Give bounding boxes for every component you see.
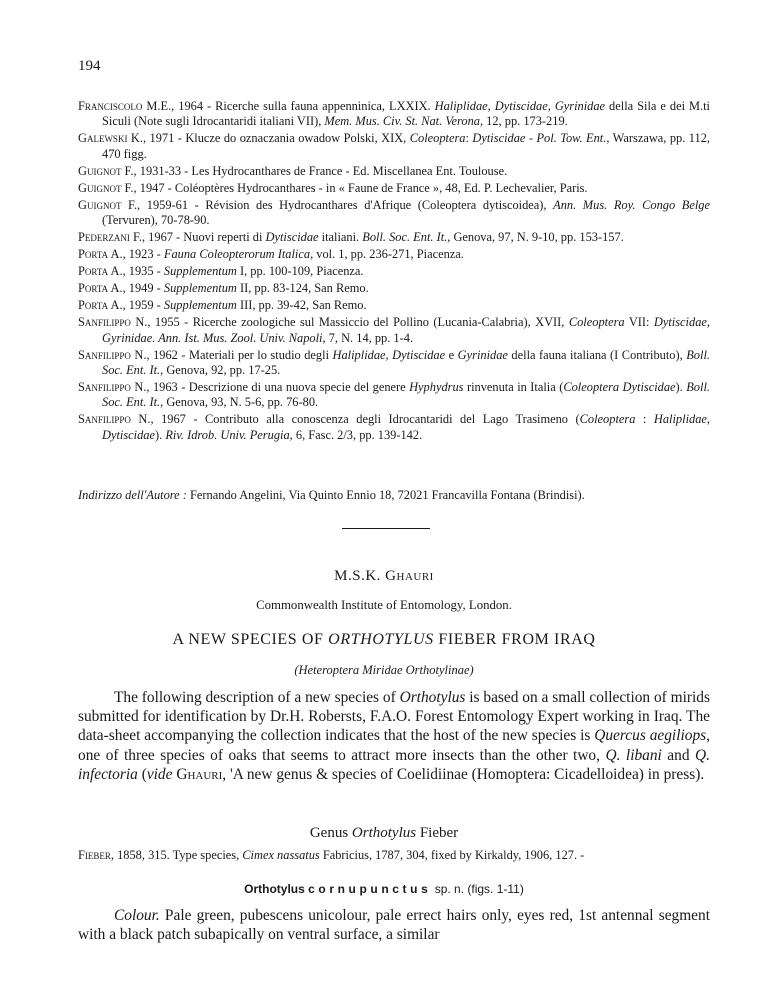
text-run: italiani. [318,230,363,245]
reference-year: , 1963 - [146,380,189,395]
text-run: Cimex nassatus [242,848,320,862]
text-run: Ricerche zoologiche sul Massiccio del Pollino (Lucania-Calabria), XVII, [192,315,569,330]
text-run: VII: [624,315,654,330]
text-run: Supplementum [163,281,237,296]
text-run: Hyphydrus [409,380,464,395]
description-section [78,906,710,944]
text-run: Descrizione di una nuova specie del genere [188,380,410,395]
reference-body [102,348,710,377]
article-author [0,568,768,585]
text-run: Nuovi reperti di [183,230,266,245]
genus-reference [78,848,710,863]
address-label: Indirizzo dell'Autore : [78,488,187,502]
text-run: Supplementum [163,298,237,313]
text-run: Ricerche sulla fauna appenninica, LXXIX. [215,99,435,113]
text-run: , 12, pp. 173-219. [479,114,568,129]
text-run: Fauna Coleopterorum Italica [163,247,311,262]
intro-paragraph [78,688,710,784]
reference-author: Guignot F. [78,197,138,212]
text-run: Fabricius, 1787, 304, fixed by Kirkaldy, 1906, 127. - [319,848,585,862]
reference-author: Porta A. [78,247,123,262]
reference-year: , 1959 - [122,298,164,313]
text-run: Haliplidae, Dytiscidae, Gyrinidae [434,99,606,113]
text-run: and [661,746,696,764]
text-run: Les Hydrocanthares de France - Ed. Miscellanea Ent. Toulouse. [191,163,508,178]
reference-body [102,131,710,160]
text-run: Quercus aegiliops [594,727,707,745]
reference-author: Sanfilippo N. [78,347,147,362]
text-run: , one of three species of oaks that seems to attract more insects than the other two, [78,727,710,764]
reference-entry [78,247,710,262]
text-run: , 6, Fasc. 2/3, pp. 139-142. [289,427,423,442]
reference-year: , 1967 - [141,230,184,245]
reference-body [164,281,369,295]
reference-author: Franciscolo M.E. [78,99,172,113]
reference-author: Sanfilippo N. [78,412,151,427]
colour-paragraph [78,906,710,944]
text-run: Gyrinidae [457,347,508,362]
reference-entry [78,298,710,313]
text-run: ( [137,765,147,783]
text-run: Ann. Mus. Roy. Congo Belge [553,197,710,212]
author-surname: Ghauri [385,568,434,584]
species-note: sp. n. (figs. 1-11) [431,882,524,896]
text-run: Boll. Soc. Ent. It. [362,230,448,245]
genus-prefix: Genus [309,825,352,841]
text-run: : [465,131,473,146]
reference-year: , 1967 - [150,412,206,427]
text-run: ). [675,380,687,395]
reference-year: , 1955 - [147,315,193,330]
reference-year: , 1931-33 - [133,163,192,178]
text-run: vide [146,765,173,783]
reference-author: Guignot F. [78,163,134,178]
title-suffix: FIEBER FROM IRAQ [433,631,596,648]
text-run: , 1858, 315. Type species, [110,848,243,862]
text-run: Dytiscidae [265,230,319,245]
article-title [0,631,768,649]
genus-author: Fieber [416,825,459,841]
species-epithet: cornupunctus [308,882,432,896]
species-genus: Orthotylus [244,882,305,896]
reference-body [102,380,710,409]
text-run: della Sila e dei M.ti Siculi (Note sugli Idrocantaridi italiani VII), [102,99,711,129]
reference-author: Porta A. [78,281,123,296]
reference-entry [78,198,710,229]
intro-section [78,688,710,784]
text-run: e [445,347,458,362]
text-run: (Tervuren), 70-78-90. [102,213,210,228]
text-run: , 7, N. 14, pp. 1-4. [322,330,414,345]
text-run: , Warszawa, pp. 112, 470 figg. [102,131,710,161]
text-run: I, pp. 100-109, Piacenza. [236,264,364,279]
text-run: Fieber [78,848,111,862]
author-institution: Commonwealth Institute of Entomology, London. [256,598,512,612]
article-subtitle: (Heteroptera Miridae Orthotylinae) [294,663,474,677]
reference-entry [78,264,710,279]
reference-author: Porta A. [78,298,123,313]
reference-entry [78,99,710,130]
reference-body [175,181,588,195]
reference-year: , 1959-61 - [137,197,206,212]
reference-entry [78,412,710,443]
reference-year: , 1971 - [142,131,186,146]
reference-year: , 1923 - [122,247,164,262]
species-heading [0,882,768,896]
text-run: Dytiscidae, Gyrinidae. Ann. Ist. Mus. Zool. Univ. Napoli [102,315,710,345]
reference-entry [78,230,710,245]
text-run: Klucze do oznaczania owadow Polski, XIX, [185,131,410,146]
text-run: Ghauri [176,765,223,783]
reference-author: Guignot F. [78,180,134,195]
reference-body [164,247,464,261]
text-run: Boll. Soc. Ent. It. [102,347,710,378]
text-run: Materiali per lo studio degli [189,347,333,362]
text-run: Riv. Idrob. Univ. Perugia [165,427,290,442]
text-run: rinvenuta in Italia ( [463,380,564,395]
text-run: Coleoptera [579,412,636,427]
reference-entry [78,380,710,411]
reference-author: Pederzani F. [78,230,142,245]
text-run: della fauna italiana (I Contributo), [507,347,687,362]
text-run: Haliplidae, Dytiscidae [102,412,711,442]
reference-entry [78,348,710,379]
genus-name: Orthotylus [351,825,417,841]
author-address [78,488,710,503]
text-run: Orthotylus [399,689,466,706]
text-run: Colour. [114,907,160,924]
text-run: Pale green, pubescens unicolour, pale errect hairs only, eyes red, 1st antennal segment with a black patch subapically on ventral surface, a similar [78,907,710,944]
reference-author: Porta A. [78,264,123,279]
reference-entry [78,281,710,296]
author-initials: M.S.K. [334,568,381,584]
reference-author: Galewski K. [78,131,143,146]
text-run: Contributo alla conoscenza degli Idrocantaridi del Lago Trasimeno ( [205,412,580,427]
reference-entry [78,315,710,346]
text-run: Mem. Mus. Civ. St. Nat. Verona [324,114,480,129]
text-run: , Genova, 97, N. 9-10, pp. 153-157. [447,230,624,245]
text-run: Q. infectoria [78,746,710,783]
reference-entry [78,164,710,179]
text-run: Dytiscidae - Pol. Tow. Ent. [472,131,607,146]
text-run: , Genova, 93, N. 5-6, pp. 76-80. [160,395,319,410]
page-number: 194 [78,58,101,74]
reference-entry [78,181,710,196]
text-run: ). [155,427,166,442]
text-run: is based on a small collection of mirids submitted for identification by Dr.H. Robersts, F.A.O. Forest Entomology Expert working in Iraq. The data-sheet accompanying the collection indicates that the host of the new species is [78,689,710,745]
text-run: II, pp. 83-124, San Remo. [236,281,369,296]
text-run: Révision des Hydrocanthares d'Afrique (Coleoptera dytiscoidea), [205,197,554,212]
text-run: Coleoptera [568,315,625,330]
text-run: Supplementum [163,264,237,279]
text-run: Boll. Soc. Ent. It. [102,380,710,410]
text-run: Coleoptera [409,131,466,146]
text-run: , Genova, 92, pp. 17-25. [160,363,281,378]
reference-body [164,298,367,312]
address-text: Fernando Angelini, Via Quinto Ennio 18, 72021 Francavilla Fontana (Brindisi). [186,488,585,502]
reference-year: , 1964 - [171,99,216,113]
reference-entry [78,131,710,162]
text-run: Coleoptera Dytiscidae [563,380,676,395]
reference-body [183,230,624,244]
reference-year: , 1949 - [122,281,164,296]
reference-body [164,264,364,278]
text-run: , vol. 1, pp. 236-271, Piacenza. [310,247,464,262]
reference-author: Sanfilippo N. [78,380,147,395]
title-genus: ORTHOTYLUS [328,631,434,648]
genus-heading [0,825,768,842]
section-divider [342,528,430,529]
reference-author: Sanfilippo N. [78,315,148,330]
text-run: III, pp. 39-42, San Remo. [236,298,367,313]
title-prefix: A NEW SPECIES OF [172,631,329,648]
text-run: , 'A new genus & species of Coelidiinae (Homoptera: Cicadelloidea) in press). [222,765,705,783]
reference-list [78,99,710,445]
reference-year: , 1962 - [146,347,190,362]
text-run: Q. libani [605,746,662,764]
text-run: The following description of a new species of [114,689,400,706]
reference-year: , 1947 - [133,180,175,195]
text-run: Coléoptères Hydrocanthares - in « Faune de France », 48, Ed. P. Lechevalier, Paris. [174,180,588,195]
reference-body [102,315,710,344]
reference-body [191,164,507,178]
text-run: Haliplidae, Dytiscidae [332,347,446,362]
reference-year: , 1935 - [122,264,164,279]
text-run: : [635,412,654,427]
